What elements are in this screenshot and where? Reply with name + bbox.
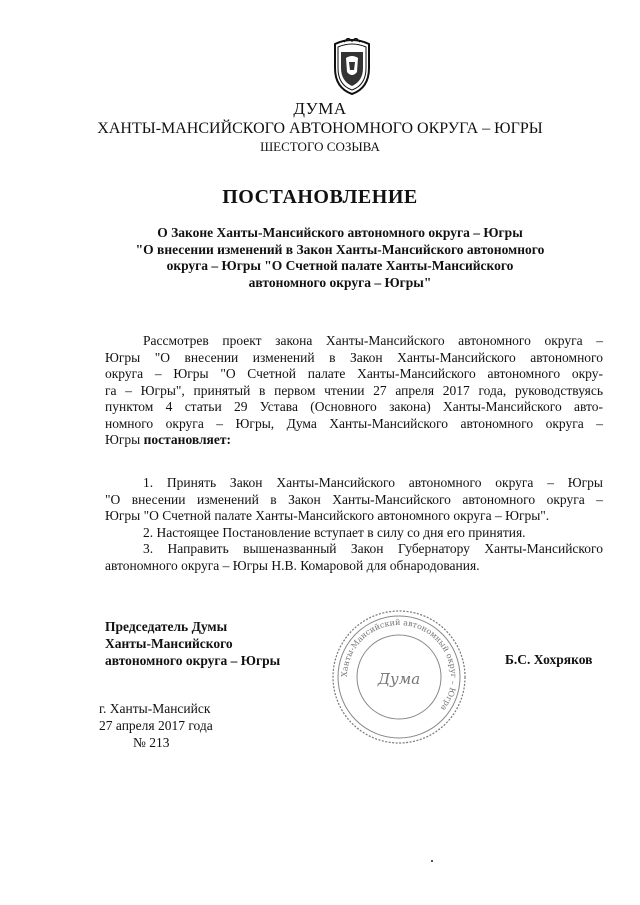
resolves-keyword: постановляет: <box>143 432 231 447</box>
preamble-line: га – Югры", принятый в первом чтении 27 апреля 2017 года, руководствуясь <box>105 382 603 398</box>
item-3-line: автономного округа – Югры Н.В. Комаровой для обнародования. <box>105 557 480 573</box>
signer-position-line: Ханты-Мансийского <box>105 636 233 651</box>
org-name: ДУМА <box>293 99 347 118</box>
preamble-last-line <box>105 432 603 449</box>
stamp-ring-text: Ханты-Мансийский автономный округ – Югра <box>339 617 459 713</box>
document-title: ПОСТАНОВЛЕНИЕ <box>222 186 418 208</box>
item-3-line: 3. Направить вышеназванный Закон Губернатору Ханты-Мансийского <box>143 541 603 556</box>
signer-position-line: автономного округа – Югры <box>105 653 281 668</box>
item-1-line: 1. Принять Закон Ханты-Мансийского автономного округа – Югры <box>143 475 603 490</box>
preamble-line: номного округа – Югры, Дума Ханты-Мансийского автономного округа – <box>105 415 603 431</box>
signer-name: Б.С. Хохряков <box>505 652 593 667</box>
item-1-line: "О внесении изменений в Закон Ханты-Мансийского автономного округа – <box>105 491 603 507</box>
preamble-paragraph <box>105 333 603 449</box>
org-region: ХАНТЫ-МАНСИЙСКОГО АВТОНОМНОГО ОКРУГА – ЮГРЫ <box>97 120 543 137</box>
item-2-line: 2. Настоящее Постановление вступает в силу со дня его принятия. <box>143 524 526 540</box>
preamble-line: округа – Югры "О Счетной палате Ханты-Мансийского автономного окру- <box>105 366 603 381</box>
resolution-items <box>105 475 603 574</box>
item-1-line: Югры "О Счетной палате Ханты-Мансийского автономного округа – Югры". <box>105 508 550 523</box>
preamble-line: Югры "О внесении изменений в Закон Ханты-Мансийского автономного <box>105 349 603 365</box>
signer-position-line: Председатель Думы <box>105 619 228 634</box>
document-number: № 213 <box>133 735 170 750</box>
preamble-line: пунктом 4 статьи 29 Устава (Основного закона) Ханты-Мансийского авто- <box>105 399 603 414</box>
preamble-line: Рассмотрев проект закона Ханты-Мансийского автономного округа – <box>143 333 603 348</box>
official-stamp <box>330 608 468 746</box>
document-subject <box>110 225 570 291</box>
stamp-center-text: Дума <box>377 670 421 688</box>
subject-line: округа – Югры "О Счетной палате Ханты-Мансийского <box>166 258 514 273</box>
document-place-date <box>99 700 213 751</box>
signer-position <box>105 618 280 669</box>
scan-speck <box>431 860 433 862</box>
org-convocation: ШЕСТОГО СОЗЫВА <box>260 139 380 154</box>
subject-line: автономного округа – Югры" <box>248 274 432 290</box>
coat-of-arms-icon <box>329 38 375 96</box>
document-city: г. Ханты-Мансийск <box>99 701 211 716</box>
subject-line: О Законе Ханты-Мансийского автономного округа – Югры <box>157 225 523 240</box>
document-date: 27 апреля 2017 года <box>99 718 213 733</box>
subject-line: "О внесении изменений в Закон Ханты-Мансийского автономного <box>135 241 545 257</box>
preamble-last-text: Югры <box>105 432 144 447</box>
